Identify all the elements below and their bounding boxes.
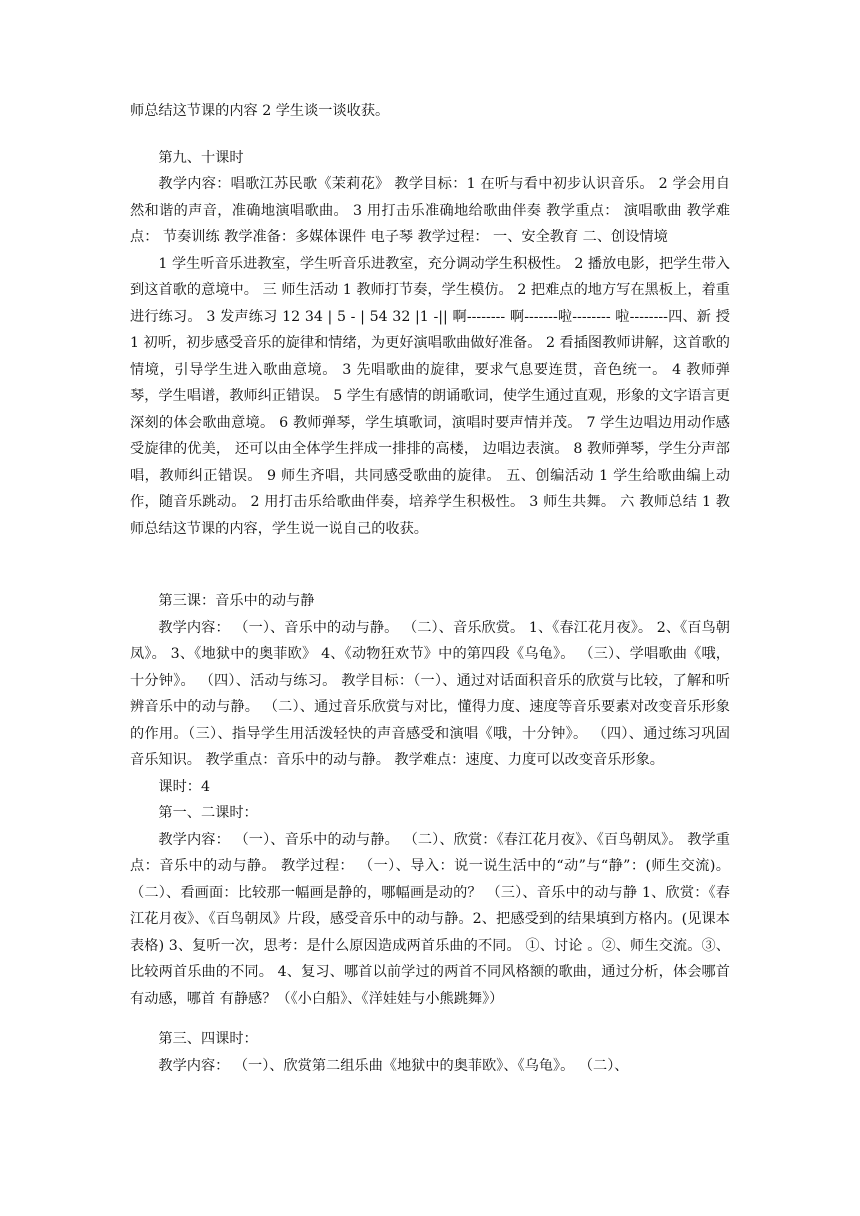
- paragraph-lesson-3-4-content: 教学内容： （一）、欣赏第二组乐曲《地狱中的奥菲欧》、《乌龟》。 （二）、: [158, 1057, 629, 1074]
- paragraph-lesson-9-10-process: 1 学生听音乐进教室，学生听音乐进教室，充分调动学生积极性。 2 播放电影，把学生带入到这首歌的意境中。 三 师生活动 1 教师打节奏，学生模仿。 2 把难点的地方写在黑板上，着重进行练习。 3 发声练习 12 34 | 5 - | 54 32 |1 -|| 啊-------- 啊-------啦-------- 啦--------四、新 授 1 初听，初步感受音乐的旋律和情绪，为更好演唱歌曲做好准备。 2 看插图教师讲解，这首歌的情境，引导学生进入歌曲意境。 3 先唱歌曲的旋律，要求气息要连贯，音色统一。 4 教师弹琴，学生唱谱，教师纠正错误。 5 学生有感情的朗诵歌词，使学生通过直观，形象的文字语言更深刻的体会歌曲意境。 6 教师弹琴，学生填歌词，演唱时要声情并茂。 7 学生边唱边用动作感受旋律的优美， 还可以由全体学生拌成一排排的高楼， 边唱边表演。 8 教师弹琴，学生分声部唱，教师纠正错误。 9 师生齐唱，共同感受歌曲的旋律。 五、创编活动 1 学生给歌曲编上动作，随音乐跳动。 2 用打击乐给歌曲伴奏，培养学生积极性。 3 师生共舞。 六 教师总结 1 教师总结这节课的内容，学生说一说自己的收获。: [130, 255, 730, 537]
- paragraph-lesson-9-10-goals: 教学内容：唱歌江苏民歌《茉莉花》 教学目标：1 在听与看中初步认识音乐。 2 学会用自然和谐的声音，准确地演唱歌曲。 3 用打击乐准确地给歌曲伴奏 教学重点： 演唱歌曲 教学难点： 节奏训练 教学准备：多媒体课件 电子琴 教学过程： 一、安全教育 二、创设情境: [130, 176, 730, 245]
- paragraph-lesson-1-2-content: 教学内容： （一）、音乐中的动与静。 （二）、欣赏：《春江花月夜》、《百鸟朝凤》。 教学重点：音乐中的动与静。 教学过程： （一）、导入：说一说生活中的“动”与“静”：(师生交流)。 （二）、看画面：比较那一幅画是静的，哪幅画是动的？ （三）、音乐中的动与静 1、欣赏：《春江花月夜》、《百鸟朝凤》片段，感受音乐中的动与静。2、把感受到的结果填到方格内。(见课本表格) 3、复听一次，思考：是什么原因造成两首乐曲的不同。 ①、讨论 。②、师生交流。③、比较两首乐曲的不同。 4、复习、哪首以前学过的两首不同风格额的歌曲，通过分析，体会哪首有动感，哪首 有静感？（《小白船》、《洋娃娃与小熊跳舞》）: [130, 831, 730, 1007]
- intro-line: 师总结这节课的内容 2 学生谈一谈收获。: [130, 103, 390, 119]
- section-heading-lesson-3: 第三课：音乐中的动与静: [158, 593, 315, 609]
- paragraph-lesson-3-content: 教学内容： （一）、音乐中的动与静。 （二）、音乐欣赏。 1、《春江花月夜》。 2、《百鸟朝凤》。 3、《地狱中的奥菲欧》 4、《动物狂欢节》中的第四段《乌龟》。 （三）、学唱歌曲《哦，十分钟》。 （四）、活动与练习。 教学目标：（一）、通过对话面积音乐的欣赏与比较，了解和听辨音乐中的动与静。 （二）、通过音乐欣赏与对比，懂得力度、速度等音乐要素对改变音乐形象的作用。（三）、指导学生用活泼轻快的声音感受和演唱《哦，十分钟》。 （四）、通过练习巩固音乐知识。 教学重点：音乐中的动与静。 教学难点：速度、力度可以改变音乐形象。: [130, 619, 730, 768]
- section-heading-lesson-1-2: 第一、二课时：: [158, 805, 258, 821]
- section-heading-lesson-3-4: 第三、四课时：: [158, 1031, 258, 1047]
- document-page: [130, 98, 730, 1079]
- class-hours-line: 课时：4: [158, 778, 210, 795]
- section-heading-lesson-9-10: 第九、十课时: [158, 149, 244, 166]
